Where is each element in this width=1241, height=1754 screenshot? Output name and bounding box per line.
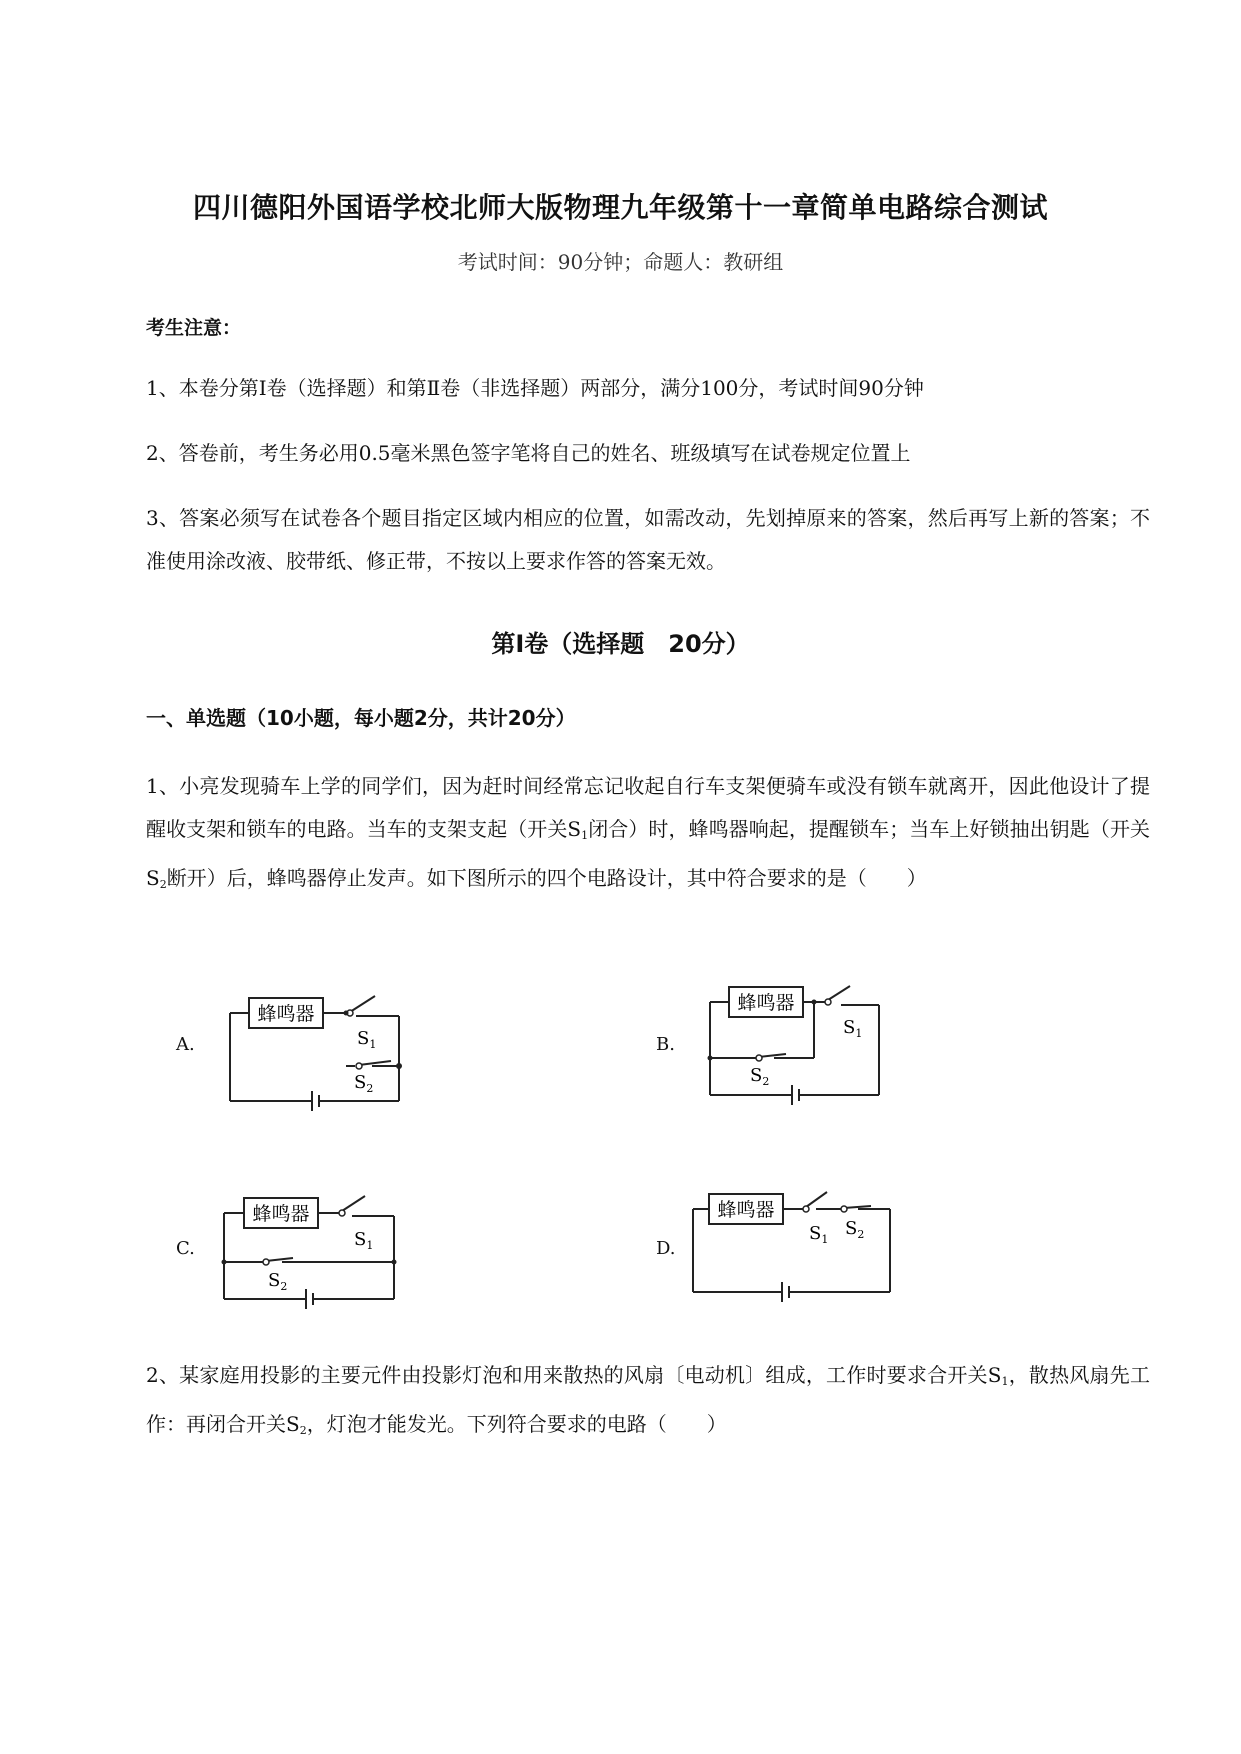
option-a-label: A. xyxy=(176,1034,195,1055)
option-d-label: D. xyxy=(656,1238,676,1259)
q1-sub-2: 2 xyxy=(159,878,167,891)
q2-text-a: 2、某家庭用投影的主要元件由投影灯泡和用来散热的风扇〔电动机〕组成，工作时要求合开关S xyxy=(146,1363,1002,1387)
circuit-diagram-c xyxy=(214,1190,414,1320)
switch-s1-label: $S_1$ xyxy=(354,1229,374,1252)
buzzer-label: 蜂鸣器 xyxy=(257,1003,315,1025)
buzzer-label: 蜂鸣器 xyxy=(717,1199,775,1221)
option-c-label: C. xyxy=(176,1238,195,1259)
circuit-diagram-a xyxy=(220,990,420,1110)
q1-text-b: 闭合）时，蜂鸣器响起，提醒锁车；当车上好锁抽出钥匙（开关S xyxy=(146,817,1151,890)
switch-s2-label: $S_2$ xyxy=(268,1270,288,1293)
q1-text-a: 1、小亮发现骑车上学的同学们，因为赶时间经常忘记收起自行车支架便骑车或没有锁车就离开，因此他设计了提醒收支架和锁车的电路。当车的支架支起（开关S xyxy=(146,774,1150,841)
notice-item-2: 2、答卷前，考生务必用0.5毫米黑色签字笔将自己的姓名、班级填写在试卷规定位置上 xyxy=(146,441,911,465)
switch-s1-label: $S_1$ xyxy=(843,1017,863,1040)
option-b-label: B. xyxy=(656,1034,675,1055)
page-title: 四川德阳外国语学校北师大版物理九年级第十一章简单电路综合测试 xyxy=(192,191,1048,224)
section-title: 第I卷（选择题 20分） xyxy=(491,630,750,658)
notice-item-1: 1、本卷分第I卷（选择题）和第Ⅱ卷（非选择题）两部分，满分100分，考试时间90分钟 xyxy=(146,376,924,400)
exam-info: 考试时间：90分钟；命题人：教研组 xyxy=(457,250,784,274)
q2-sub-2: 2 xyxy=(299,1424,307,1437)
circuit-diagram-d xyxy=(684,1186,904,1306)
buzzer-label: 蜂鸣器 xyxy=(252,1203,310,1225)
switch-s2-label: $S_2$ xyxy=(750,1065,770,1088)
switch-s1-label: $S_1$ xyxy=(809,1223,829,1246)
subsection-title: 一、单选题（10小题，每小题2分，共计20分） xyxy=(146,706,576,730)
switch-s2-label: $S_2$ xyxy=(354,1072,374,1095)
q1-sub-1: 1 xyxy=(581,829,589,842)
question-1 xyxy=(146,765,1150,906)
q1-text-c: 断开）后，蜂鸣器停止发声。如下图所示的四个电路设计，其中符合要求的是（ ） xyxy=(166,866,927,890)
switch-s2-label: $S_2$ xyxy=(845,1218,865,1241)
notice-heading: 考生注意： xyxy=(146,317,242,339)
question-2 xyxy=(146,1354,1150,1452)
q2-text-c: ，灯泡才能发光。下列符合要求的电路（ ） xyxy=(306,1412,727,1436)
buzzer-label: 蜂鸣器 xyxy=(737,992,795,1014)
q2-sub-1: 1 xyxy=(1001,1375,1009,1388)
switch-s1-label: $S_1$ xyxy=(357,1028,377,1051)
circuit-diagram-b xyxy=(700,980,900,1110)
notice-item-3: 3、答案必须写在试卷各个题目指定区域内相应的位置，如需改动，先划掉原来的答案，然后再写上新的答案；不准使用涂改液、胶带纸、修正带，不按以上要求作答的答案无效。 xyxy=(146,506,1150,573)
q2-text-b: ，散热风扇先工作：再闭合开关S xyxy=(146,1363,1150,1436)
